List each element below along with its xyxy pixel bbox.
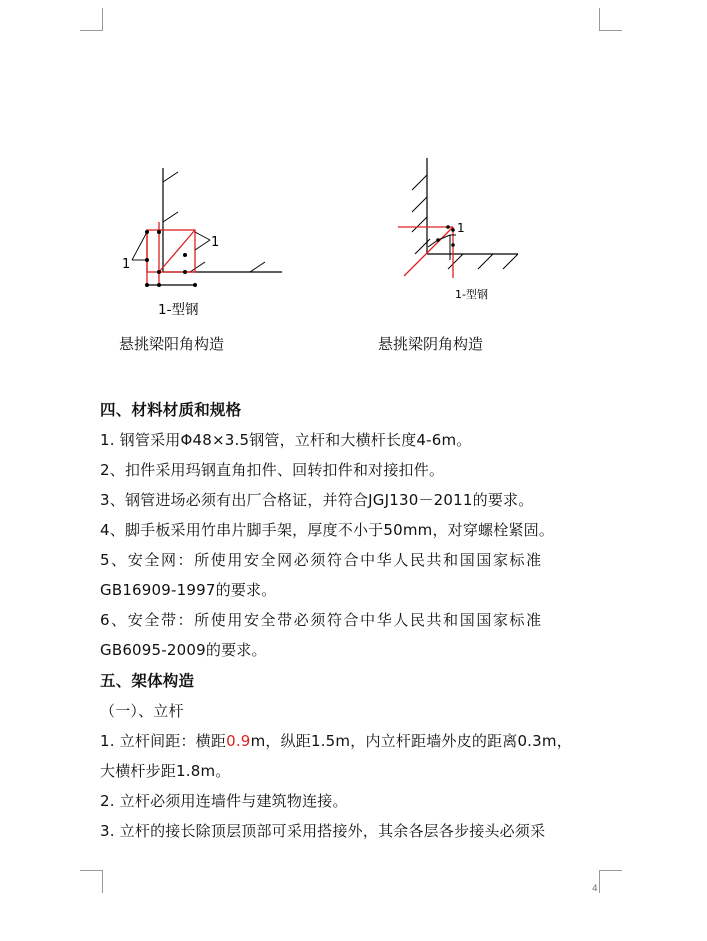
crop-mark-bottom-right bbox=[599, 870, 622, 893]
caption-external-corner: 悬挑梁阳角构造 bbox=[119, 335, 225, 353]
list-item: 5、安全网：所使用安全网必须符合中华人民共和国国家标准 bbox=[100, 551, 543, 569]
internal-corner-diagram bbox=[390, 150, 530, 310]
list-item: 3、钢管进场必须有出厂合格证，并符合JGJ130－2011的要求。 bbox=[100, 491, 534, 509]
callout-left: 1 bbox=[122, 257, 131, 272]
list-item: 3. 立杆的接长除顶层顶部可采用搭接外，其余各层各步接头必须采 bbox=[100, 822, 546, 840]
list-item: 6、安全带：所使用安全带必须符合中华人民共和国国家标准 bbox=[100, 611, 543, 629]
caption-internal-corner: 悬挑梁阴角构造 bbox=[378, 335, 484, 353]
pole-spacing-suffix: m，纵距1.5m，内立杆距墙外皮的距离0.3m， bbox=[250, 732, 572, 750]
section-heading-frame: 五、架体构造 bbox=[100, 672, 195, 690]
callout-right: 1 bbox=[211, 235, 220, 250]
list-item-continued: GB16909-1997的要求。 bbox=[100, 581, 277, 599]
crop-mark-top-right bbox=[599, 8, 622, 31]
list-item: 1. 钢管采用Φ48×3.5钢管，立杆和大横杆长度4-6m。 bbox=[100, 431, 472, 449]
crop-mark-bottom-left bbox=[80, 870, 103, 893]
list-item: 4、脚手板采用竹串片脚手架，厚度不小于50mm，对穿螺栓紧固。 bbox=[100, 521, 555, 539]
pole-spacing-red-value: 0.9 bbox=[226, 732, 251, 750]
steel-label-right: 1-型钢 bbox=[455, 288, 488, 301]
section-heading-materials: 四、材料材质和规格 bbox=[100, 401, 242, 419]
page-number: 4 bbox=[592, 884, 598, 894]
pole-spacing-text: 1. 立杆间距：横距 bbox=[100, 732, 227, 750]
list-item bbox=[100, 731, 600, 751]
callout-right-fig: 1 bbox=[457, 221, 465, 235]
list-item-continued: GB6095-2009的要求。 bbox=[100, 641, 267, 659]
list-item: 2. 立杆必须用连墙件与建筑物连接。 bbox=[100, 792, 348, 810]
list-item: 2、扣件采用玛钢直角扣件、回转扣件和对接扣件。 bbox=[100, 461, 445, 479]
external-corner-diagram bbox=[110, 160, 300, 320]
crop-mark-top-left bbox=[80, 8, 103, 31]
sub-heading-poles: （一）、立杆 bbox=[100, 702, 184, 720]
list-item-continued: 大横杆步距1.8m。 bbox=[100, 762, 231, 780]
steel-label-left: 1-型钢 bbox=[158, 302, 199, 318]
